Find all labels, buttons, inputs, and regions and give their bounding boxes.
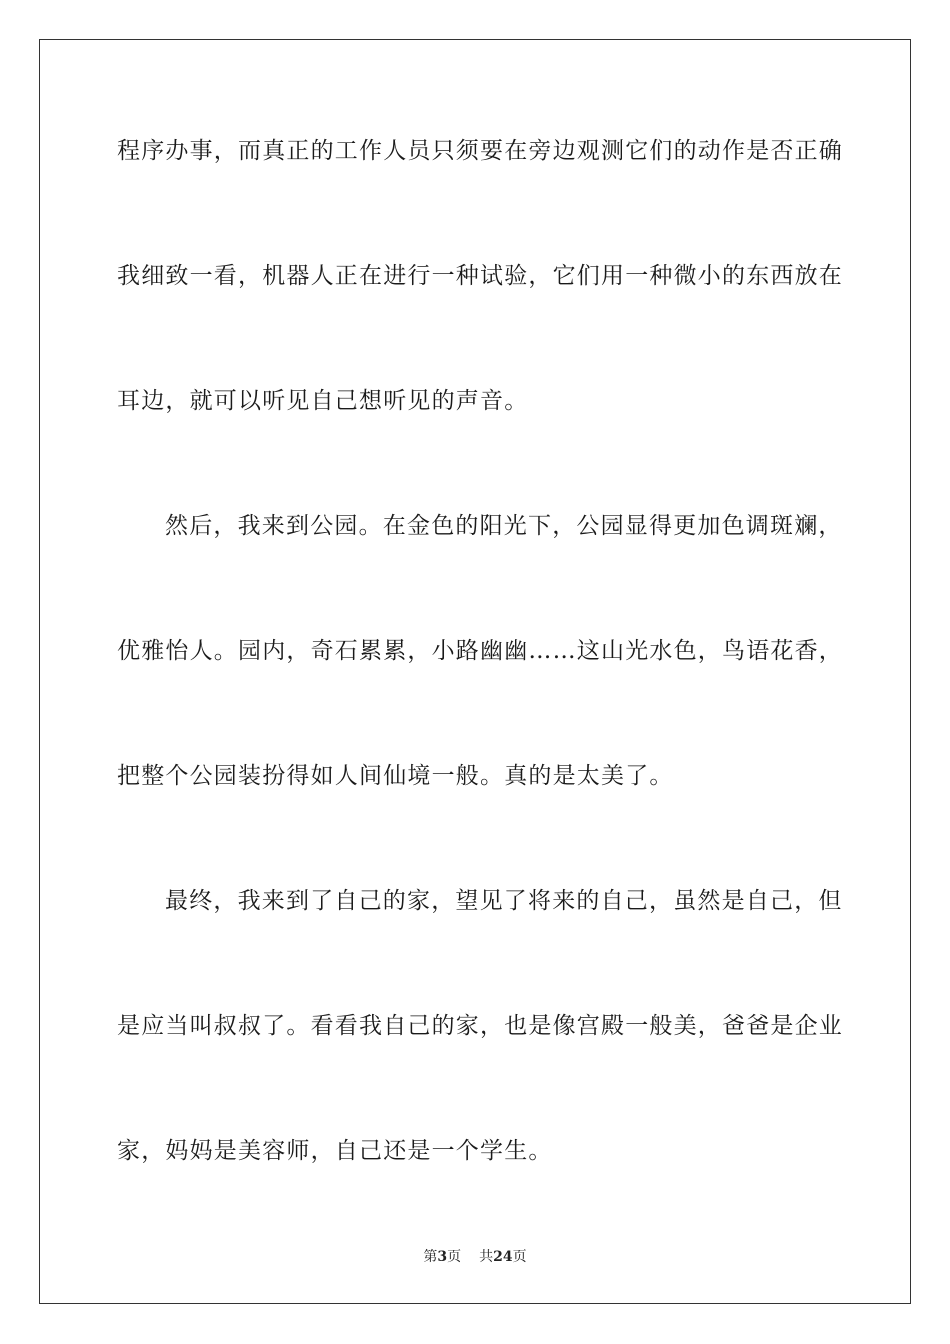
page-number: 3 bbox=[437, 1249, 448, 1265]
page-footer bbox=[0, 1248, 950, 1266]
text-line: 优雅怡人。园内，奇石累累，小路幽幽……这山光水色，鸟语花香， bbox=[117, 638, 843, 664]
total-prefix: 共 bbox=[479, 1249, 494, 1265]
text-line: 程序办事，而真正的工作人员只须要在旁边观测它们的动作是否正确 bbox=[117, 138, 843, 164]
text-line: 耳边，就可以听见自己想听见的声音。 bbox=[117, 388, 529, 414]
total-suffix: 页 bbox=[512, 1249, 527, 1265]
total-pages: 24 bbox=[493, 1249, 513, 1265]
page-border bbox=[39, 39, 911, 1304]
page-prefix: 第 bbox=[423, 1249, 438, 1265]
text-line: 把整个公园装扮得如人间仙境一般。真的是太美了。 bbox=[117, 763, 674, 789]
text-line: 我细致一看，机器人正在进行一种试验，它们用一种微小的东西放在 bbox=[117, 263, 843, 289]
text-line: 是应当叫叔叔了。看看我自己的家，也是像宫殿一般美，爸爸是企业 bbox=[117, 1013, 843, 1039]
text-line: 然后，我来到公园。在金色的阳光下，公园显得更加色调斑斓， bbox=[165, 513, 843, 539]
text-line: 最终，我来到了自己的家，望见了将来的自己，虽然是自己，但 bbox=[165, 888, 843, 914]
text-line: 家，妈妈是美容师，自己还是一个学生。 bbox=[117, 1138, 553, 1164]
page-suffix: 页 bbox=[447, 1249, 462, 1265]
